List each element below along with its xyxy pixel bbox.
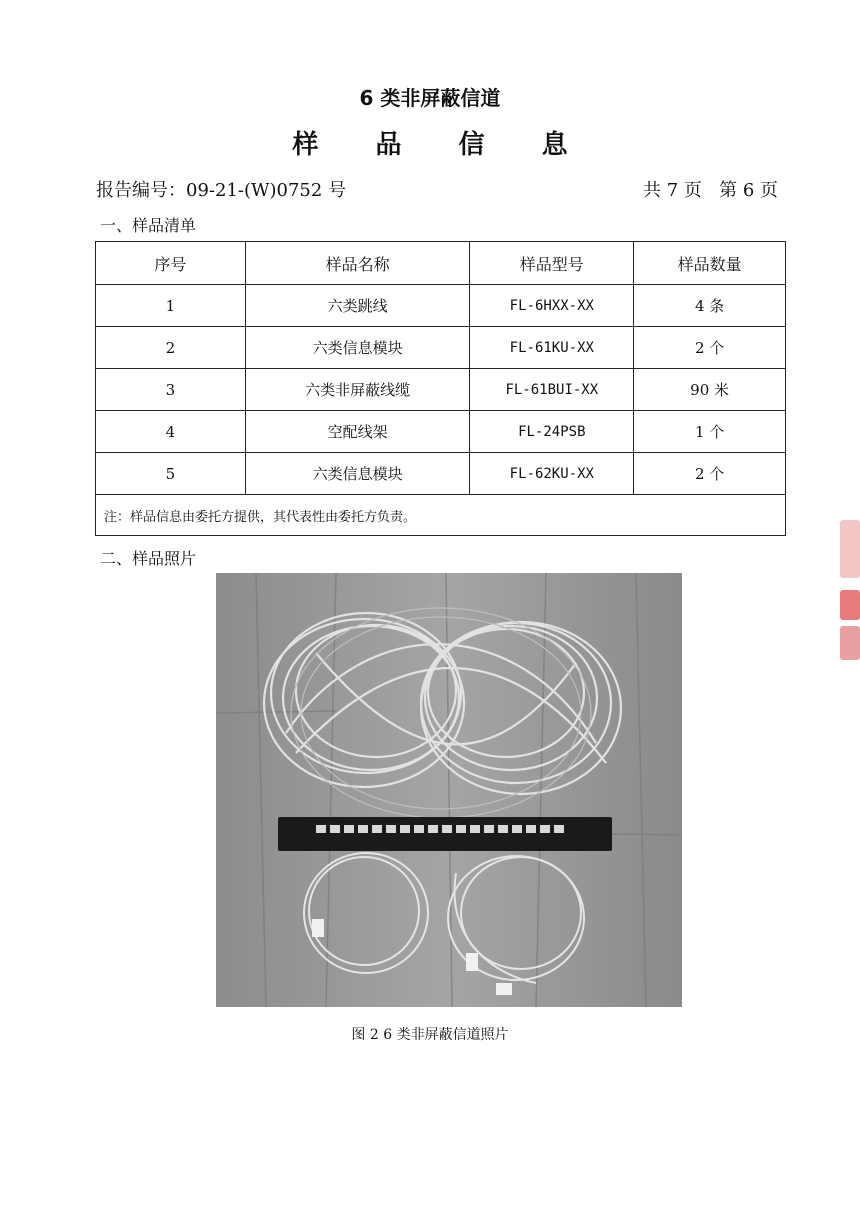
cell-index: 3 bbox=[96, 369, 246, 411]
table-row bbox=[96, 453, 786, 495]
cell-name: 空配线架 bbox=[245, 411, 470, 453]
photo-caption: 图 2 6 类非屏蔽信道照片 bbox=[351, 1027, 509, 1043]
cell-model: FL-62KU-XX bbox=[470, 453, 634, 495]
cell-name: 六类跳线 bbox=[245, 285, 470, 327]
column-header: 样品名称 bbox=[245, 242, 470, 285]
cell-index: 2 bbox=[96, 327, 246, 369]
table-row bbox=[96, 285, 786, 327]
cell-model: FL-61BUI-XX bbox=[470, 369, 634, 411]
cell-name: 六类非屏蔽线缆 bbox=[245, 369, 470, 411]
cell-index: 5 bbox=[96, 453, 246, 495]
cell-model: FL-6HXX-XX bbox=[470, 285, 634, 327]
cell-model: FL-24PSB bbox=[470, 411, 634, 453]
column-header: 样品数量 bbox=[634, 242, 786, 285]
patch-panel bbox=[278, 817, 612, 851]
table-note: 注：样品信息由委托方提供，其代表性由委托方负责。 bbox=[96, 495, 786, 536]
cell-quantity: 2 个 bbox=[634, 327, 786, 369]
sample-photo-illustration bbox=[216, 573, 682, 1007]
cell-index: 1 bbox=[96, 285, 246, 327]
page-indicator: 共 7 页 第 6 页 bbox=[643, 180, 778, 201]
document-title: 6 类非屏蔽信道 bbox=[359, 86, 501, 110]
table-header-row bbox=[96, 242, 786, 285]
section-heading-sample-list: 一、样品清单 bbox=[100, 216, 197, 235]
cell-model: FL-61KU-XX bbox=[470, 327, 634, 369]
stamp-edge-mark bbox=[840, 520, 860, 578]
report-number: 报告编号：09-21-(W)0752 号 bbox=[96, 180, 347, 201]
document-subtitle: 样 品 信 息 bbox=[292, 130, 592, 160]
stamp-edge-mark bbox=[840, 626, 860, 660]
table-note-row bbox=[96, 495, 786, 536]
cell-quantity: 1 个 bbox=[634, 411, 786, 453]
column-header: 样品型号 bbox=[470, 242, 634, 285]
sample-table bbox=[95, 241, 786, 536]
table-row bbox=[96, 411, 786, 453]
cell-name: 六类信息模块 bbox=[245, 453, 470, 495]
cell-name: 六类信息模块 bbox=[245, 327, 470, 369]
sample-photo bbox=[216, 573, 682, 1007]
stamp-edge-mark bbox=[840, 590, 860, 620]
column-header: 序号 bbox=[96, 242, 246, 285]
table-row bbox=[96, 369, 786, 411]
cell-quantity: 90 米 bbox=[634, 369, 786, 411]
cell-index: 4 bbox=[96, 411, 246, 453]
cell-quantity: 4 条 bbox=[634, 285, 786, 327]
cell-quantity: 2 个 bbox=[634, 453, 786, 495]
table-row bbox=[96, 327, 786, 369]
section-heading-sample-photo: 二、样品照片 bbox=[100, 549, 197, 568]
